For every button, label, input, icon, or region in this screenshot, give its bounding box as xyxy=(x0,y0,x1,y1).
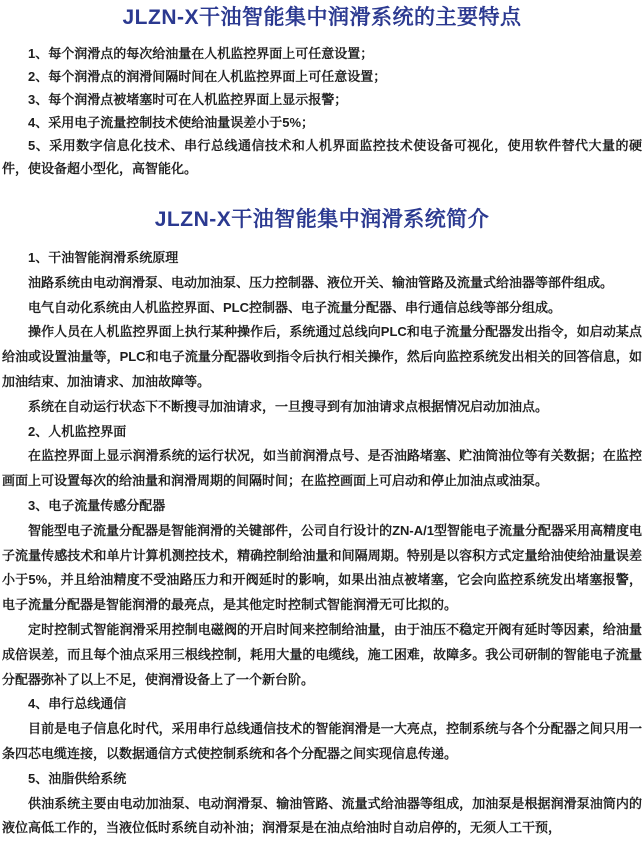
document-page xyxy=(0,4,644,841)
paragraph: 智能型电子流量分配器是智能润滑的关键部件，公司自行设计的ZN-A/1型智能电子流量分配器采用高精度电子流量传感技术和单片计算机测控技术，精确控制给油量和间隔周期。特别是以容积方式定量给油使给油量误差小于5%，并且给油精度不受油路压力和开阀延时的影响，如果出油点被堵塞，它会向监控系统发出堵塞报警，电子流量分配器是智能润滑的最亮点，是其他定时控制式智能润滑无可比拟的。 xyxy=(2,522,642,613)
feature-item: 1、每个润滑点的每次给油量在人机监控界面上可任意设置； xyxy=(28,46,374,61)
paragraph: 电气自动化系统由人机监控界面、PLC控制器、电子流量分配器、串行通信总线等部分组成。 xyxy=(28,299,562,315)
paragraph: 目前是电子信息化时代，采用串行总线通信技术的智能润滑是一大亮点，控制系统与各个分配器之间只用一条四芯电缆连接，以数据通信方式使控制系统和各个分配器之间实现信息传递。 xyxy=(2,721,642,761)
intro-content xyxy=(2,246,642,841)
paragraph: 操作人员在人机监控界面上执行某种操作后，系统通过总线向PLC和电子流量分配器发出指令，如启动某点给油或设置油量等，PLC和电子流量分配器收到指令后执行相关操作，然后向监控系统发出相关的回答信息，如加油结束、加油请求、加油故障等。 xyxy=(2,324,642,389)
features-list xyxy=(2,42,642,180)
paragraph: 定时控制式智能润滑采用控制电磁阀的开启时间来控制给油量，由于油压不稳定开阀有延时等因素，给油量成倍误差，而且每个油点采用三根线控制，耗用大量的电缆线，施工困难，故障多。我公司研制的智能电子流量分配器弥补了以上不足，使润滑设备上了一个新台阶。 xyxy=(2,621,642,687)
paragraph: 系统在自动运行状态下不断搜寻加油请求，一旦搜寻到有加油请求点根据情况启动加油点。 xyxy=(28,398,549,414)
sub-heading: 5、油脂供给系统 xyxy=(28,770,127,786)
feature-item: 2、每个润滑点的润滑间隔时间在人机监控界面上可任意设置； xyxy=(28,69,387,84)
sub-heading: 4、串行总线通信 xyxy=(28,696,127,712)
sub-heading: 3、电子流量传感分配器 xyxy=(28,497,166,513)
feature-item: 5、采用数字信息化技术、串行总线通信技术和人机界面监控技术使设备可视化，使用软件替代大量的硬件，使设备超小型化，高智能化。 xyxy=(2,138,642,176)
paragraph: 在监控界面上显示润滑系统的运行状况，如当前润滑点号、是否油路堵塞、贮油筒油位等有关数据；在监控画面上可设置每次的给油量和润滑周期的间隔时间；在监控画面上可启动和停止加油点或油泵。 xyxy=(2,448,642,489)
paragraph: 油路系统由电动润滑泵、电动加油泵、压力控制器、液位开关、输油管路及流量式给油器等部件组成。 xyxy=(28,274,614,290)
sub-heading: 2、人机监控界面 xyxy=(28,423,127,439)
section2-title: JLZN-X干油智能集中润滑系统简介 xyxy=(154,208,490,231)
section1-title: JLZN-X干油智能集中润滑系统的主要特点 xyxy=(122,6,522,29)
paragraph: 供油系统主要由电动加油泵、电动润滑泵、输油管路、流量式给油器等组成，加油泵是根据润滑泵油筒内的液位高低工作的，当液位低时系统自动补油；润滑泵是在油点给油时自动启停的，无须人工干预， xyxy=(2,795,642,836)
feature-item: 4、采用电子流量控制技术使给油量误差小于5%； xyxy=(28,115,315,130)
sub-heading: 1、干油智能润滑系统原理 xyxy=(28,250,179,265)
feature-item: 3、每个润滑点被堵塞时可在人机监控界面上显示报警； xyxy=(28,92,348,107)
